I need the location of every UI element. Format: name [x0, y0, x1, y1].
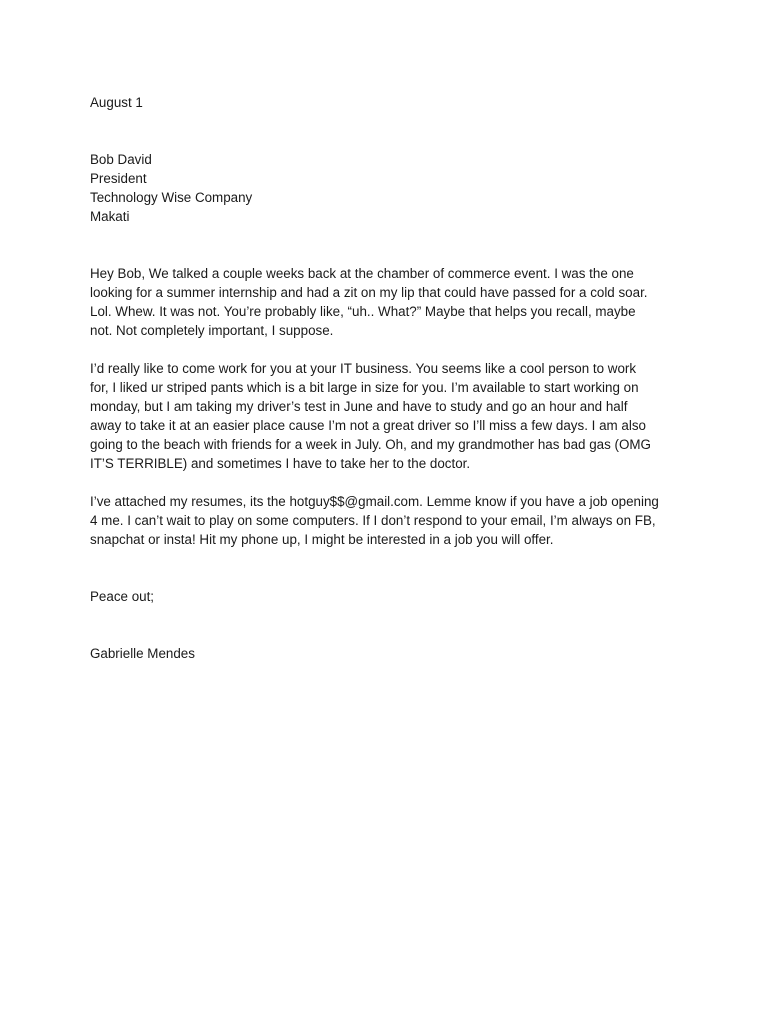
recipient-title: President	[90, 171, 147, 186]
recipient-address	[90, 150, 700, 226]
paragraph-line: I’ve attached my resumes, its the hotguy$$@gmail.com. Lemme know if you have a job opening	[90, 494, 659, 509]
paragraph-line: looking for a summer internship and had a zit on my lip that could have passed for a cold soar.	[90, 285, 648, 300]
letter-signature	[90, 644, 700, 663]
paragraph-line: not. Not completely important, I suppose.	[90, 323, 334, 338]
paragraph-1	[90, 264, 700, 340]
closing-text: Peace out;	[90, 589, 155, 604]
paragraph-line: I’d really like to come work for you at your IT business. You seems like a cool person to work	[90, 361, 637, 376]
paragraph-line: for, I liked ur striped pants which is a bit large in size for you. I’m available to start working on	[90, 380, 639, 395]
paragraph-line: going to the beach with friends for a week in July. Oh, and my grandmother has bad gas (OMG	[90, 437, 651, 452]
recipient-city: Makati	[90, 209, 130, 224]
letter-body	[90, 93, 700, 663]
paragraph-line: Hey Bob, We talked a couple weeks back at the chamber of commerce event. I was the one	[90, 266, 634, 281]
paragraph-line: monday, but I am taking my driver’s test in June and have to study and go an hour and half	[90, 399, 628, 414]
signature-name: Gabrielle Mendes	[90, 646, 195, 661]
paragraph-line: away to take it at an easier place cause I’m not a great driver so I’ll miss a few days. I am also	[90, 418, 646, 433]
paragraph-line: Lol. Whew. It was not. You’re probably like, “uh.. What?” Maybe that helps you recall, maybe	[90, 304, 636, 319]
paragraph-line: 4 me. I can’t wait to play on some computers. If I don’t respond to your email, I’m always on FB,	[90, 513, 656, 528]
date-text: August 1	[90, 95, 143, 110]
recipient-name: Bob David	[90, 152, 152, 167]
paragraph-3	[90, 492, 700, 549]
recipient-company: Technology Wise Company	[90, 190, 253, 205]
paragraph-2	[90, 359, 700, 473]
paragraph-line: IT’S TERRIBLE) and sometimes I have to take her to the doctor.	[90, 456, 471, 471]
letter-closing	[90, 587, 700, 606]
letter-date	[90, 93, 700, 112]
paragraph-line: snapchat or insta! Hit my phone up, I might be interested in a job you will offer.	[90, 532, 554, 547]
